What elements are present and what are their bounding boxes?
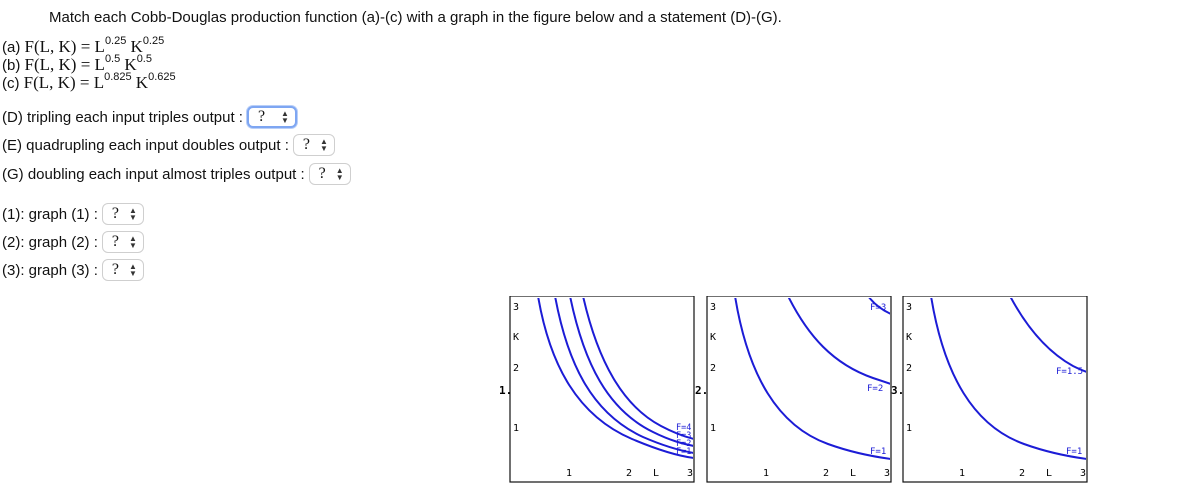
function-label: (b)	[2, 57, 21, 74]
graph-2-row	[2, 229, 144, 255]
select-value: ?	[111, 233, 119, 250]
x-tick-label: 3	[687, 468, 694, 479]
y-tick-label: 3	[906, 302, 913, 313]
curve-label: F=2	[867, 384, 884, 394]
base-l: L	[93, 73, 105, 92]
y-tick-label: 2	[710, 363, 717, 374]
y-axis-label: K	[710, 332, 717, 343]
base-l: L	[94, 55, 105, 74]
select-arrows-icon: ▲ ▼	[281, 109, 289, 125]
y-axis-label: K	[906, 332, 913, 343]
statement-d-label: (D) tripling each input triples output :	[2, 108, 243, 126]
select-arrows-icon: ▲ ▼	[335, 166, 344, 182]
y-tick-label: 2	[513, 363, 520, 374]
instruction-text: Match each Cobb-Douglas production function (a)-(c) with a graph in the figure below and a statement (D)-(G).	[49, 9, 782, 26]
x-tick-label: 3	[1080, 468, 1087, 479]
statement-d-select[interactable]	[247, 106, 297, 128]
statement-e-label: (E) quadrupling each input doubles output :	[2, 136, 289, 154]
curve-label: F=3	[676, 431, 692, 441]
select-arrows-icon: ▲ ▼	[128, 262, 137, 278]
statement-e-row	[2, 132, 335, 158]
curve-label: F=3	[870, 303, 887, 313]
base-l: L	[94, 37, 105, 56]
x-axis-label: L	[1046, 468, 1053, 479]
x-tick-label: 2	[823, 468, 830, 479]
select-value: ?	[318, 165, 326, 182]
select-arrows-icon: ▲ ▼	[128, 206, 137, 222]
base-k: K	[130, 37, 143, 56]
y-tick-label: 2	[906, 363, 913, 374]
graph-1-select[interactable]	[102, 203, 144, 225]
select-value: ?	[257, 108, 266, 125]
isoquant-figure	[498, 296, 1099, 484]
x-axis-label: L	[850, 468, 857, 479]
x-tick-label: 2	[1019, 468, 1026, 479]
base-k: K	[135, 73, 149, 92]
graph-3-select[interactable]	[102, 259, 144, 281]
graph-2-label: (2): graph (2) :	[2, 233, 98, 251]
select-value: ?	[302, 136, 310, 153]
graph-3-label: (3): graph (3) :	[2, 261, 98, 279]
y-tick-label: 3	[513, 302, 520, 313]
statement-g-label: (G) doubling each input almost triples output :	[2, 165, 305, 183]
graph-panel-1	[499, 296, 694, 482]
exponent-k: 0.25	[142, 35, 165, 47]
curve-label: F=2	[676, 439, 692, 449]
x-tick-label: 1	[763, 468, 770, 479]
panel-label: 3.	[891, 384, 905, 397]
graph-2-select[interactable]	[102, 231, 144, 253]
exponent-l: 0.825	[104, 71, 132, 83]
y-tick-label: 1	[513, 423, 520, 434]
y-tick-label: 1	[906, 423, 913, 434]
panel-frame	[510, 296, 694, 482]
function-label: (a)	[2, 39, 21, 56]
x-tick-label: 2	[626, 468, 633, 479]
statement-e-select[interactable]	[293, 134, 335, 156]
y-tick-label: 3	[710, 302, 717, 313]
y-tick-label: 1	[710, 423, 717, 434]
select-arrows-icon: ▲ ▼	[319, 137, 328, 153]
select-arrows-icon: ▲ ▼	[128, 234, 137, 250]
exponent-k: 0.5	[136, 53, 152, 65]
graph-3-row	[2, 257, 144, 283]
x-tick-label: 3	[884, 468, 891, 479]
exponent-l: 0.5	[104, 53, 121, 65]
panel-label: 2.	[695, 384, 709, 397]
exponent-l: 0.25	[104, 35, 127, 47]
statement-d-row	[2, 104, 297, 130]
graph-1-row	[2, 201, 144, 227]
function-c	[2, 71, 176, 92]
x-tick-label: 1	[959, 468, 966, 479]
function-lhs: F(L, K) =	[24, 55, 95, 74]
graph-1-label: (1): graph (1) :	[2, 205, 98, 223]
function-lhs: F(L, K) =	[24, 37, 95, 56]
statement-g-select[interactable]	[309, 163, 351, 185]
statement-g-row	[2, 161, 351, 187]
function-lhs: F(L, K) =	[23, 73, 94, 92]
select-value: ?	[111, 261, 119, 278]
curve-label: F=1	[870, 447, 887, 457]
graph-panel-2	[695, 296, 891, 482]
curve-label: F=1	[1066, 447, 1083, 457]
y-axis-label: K	[513, 332, 520, 343]
curve-label: F=4	[676, 423, 692, 433]
graph-panel-3	[891, 296, 1087, 482]
select-value: ?	[111, 205, 119, 222]
exponent-k: 0.625	[148, 71, 176, 83]
curve-label: F=1	[676, 447, 692, 457]
x-tick-label: 1	[566, 468, 573, 479]
x-axis-label: L	[653, 468, 660, 479]
curve-label: F=1.5	[1056, 367, 1084, 377]
base-k: K	[124, 55, 137, 74]
panel-label: 1.	[499, 384, 513, 397]
function-label: (c)	[2, 75, 20, 92]
